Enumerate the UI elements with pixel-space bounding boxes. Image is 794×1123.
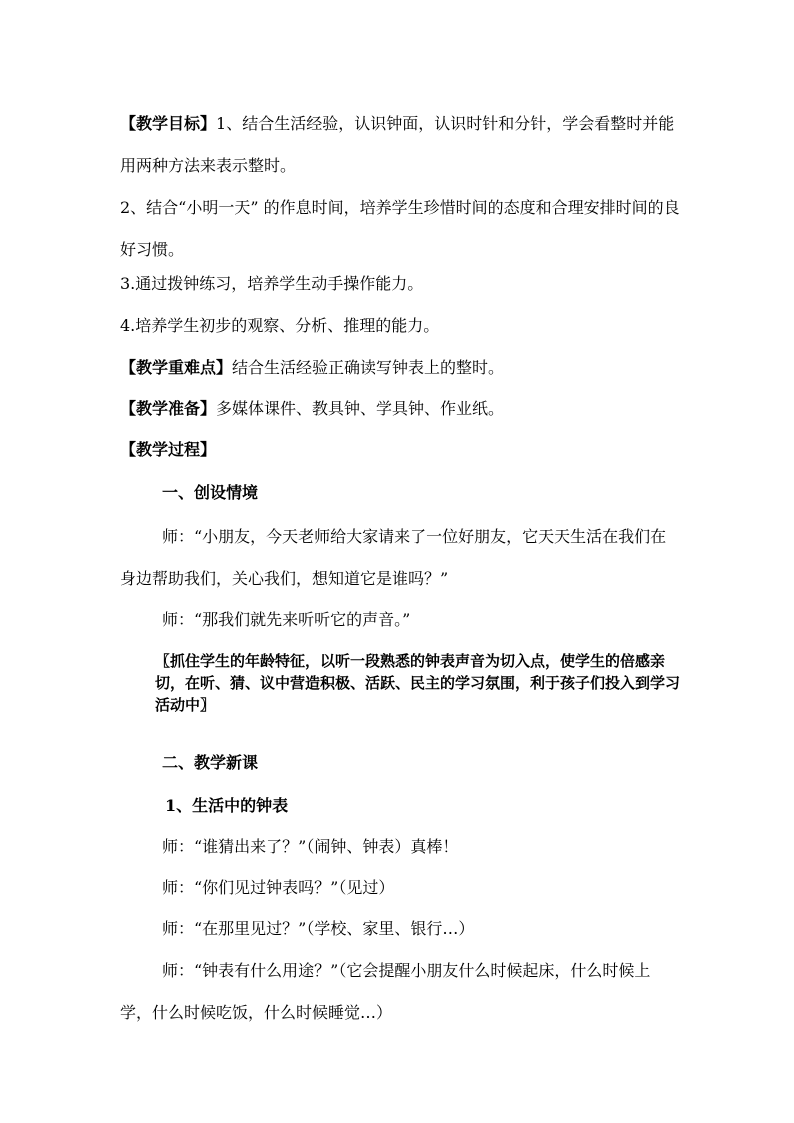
section2-line2: 师：“你们见过钟表吗？”（见过） [162,878,395,897]
section1-teaching-note: 〖抓住学生的年龄特征，以听一段熟悉的钟表声音为切入点，使学生的倍感亲切，在听、猜、议中营造积极、活跃、民主的学习氛围，利于孩子们投入到学习活动中〗 [155,652,681,714]
objectives-heading: 【教学目标】 [120,114,217,133]
section2-subtitle: 1、生活中的钟表 [165,796,289,815]
section2-line4: 师：“钟表有什么用途？”（它会提醒小朋友什么时候起床，什么时候上学，什么时候吃饭，什么时候睡觉…） [120,961,651,1022]
key-points-heading: 【教学重难点】 [120,358,233,377]
preparation-heading: 【教学准备】 [120,399,217,418]
section1-title: 一、创设情境 [162,483,259,502]
section1-line2: 师：“那我们就先来听听它的声音。” [162,610,411,629]
preparation-text: 多媒体课件、教具钟、学具钟、作业纸。 [216,399,505,418]
section2-line3: 师：“在那里见过？”（学校、家里、银行…） [162,919,475,938]
section2-line1: 师：“谁猜出来了？”（闹钟、钟表）真棒！ [162,837,459,856]
objectives-item4: 4.培养学生初步的观察、分析、推理的能力。 [120,316,440,335]
section1-line1: 师：“小朋友，今天老师给大家请来了一位好朋友，它天天生活在我们在身边帮助我们，关心我们，想知道它是谁吗？” [120,527,667,588]
key-points-text: 结合生活经验正确读写钟表上的整时。 [232,358,505,377]
objectives-item3: 3.通过拨钟练习，培养学生动手操作能力。 [120,274,424,293]
process-heading: 【教学过程】 [120,440,217,459]
objectives-item2: 2、结合“小明一天” 的作息时间，培养学生珍惜时间的态度和合理安排时间的良好习惯。 [120,198,680,259]
section2-title: 二、教学新课 [162,753,259,772]
preparation-row [120,398,680,420]
objectives-item1-block [120,103,680,187]
objectives-item1: 1、结合生活经验，认识钟面，认识时针和分针，学会看整时并能用两种方法来表示整时。 [120,114,675,175]
key-points-row [120,357,680,379]
